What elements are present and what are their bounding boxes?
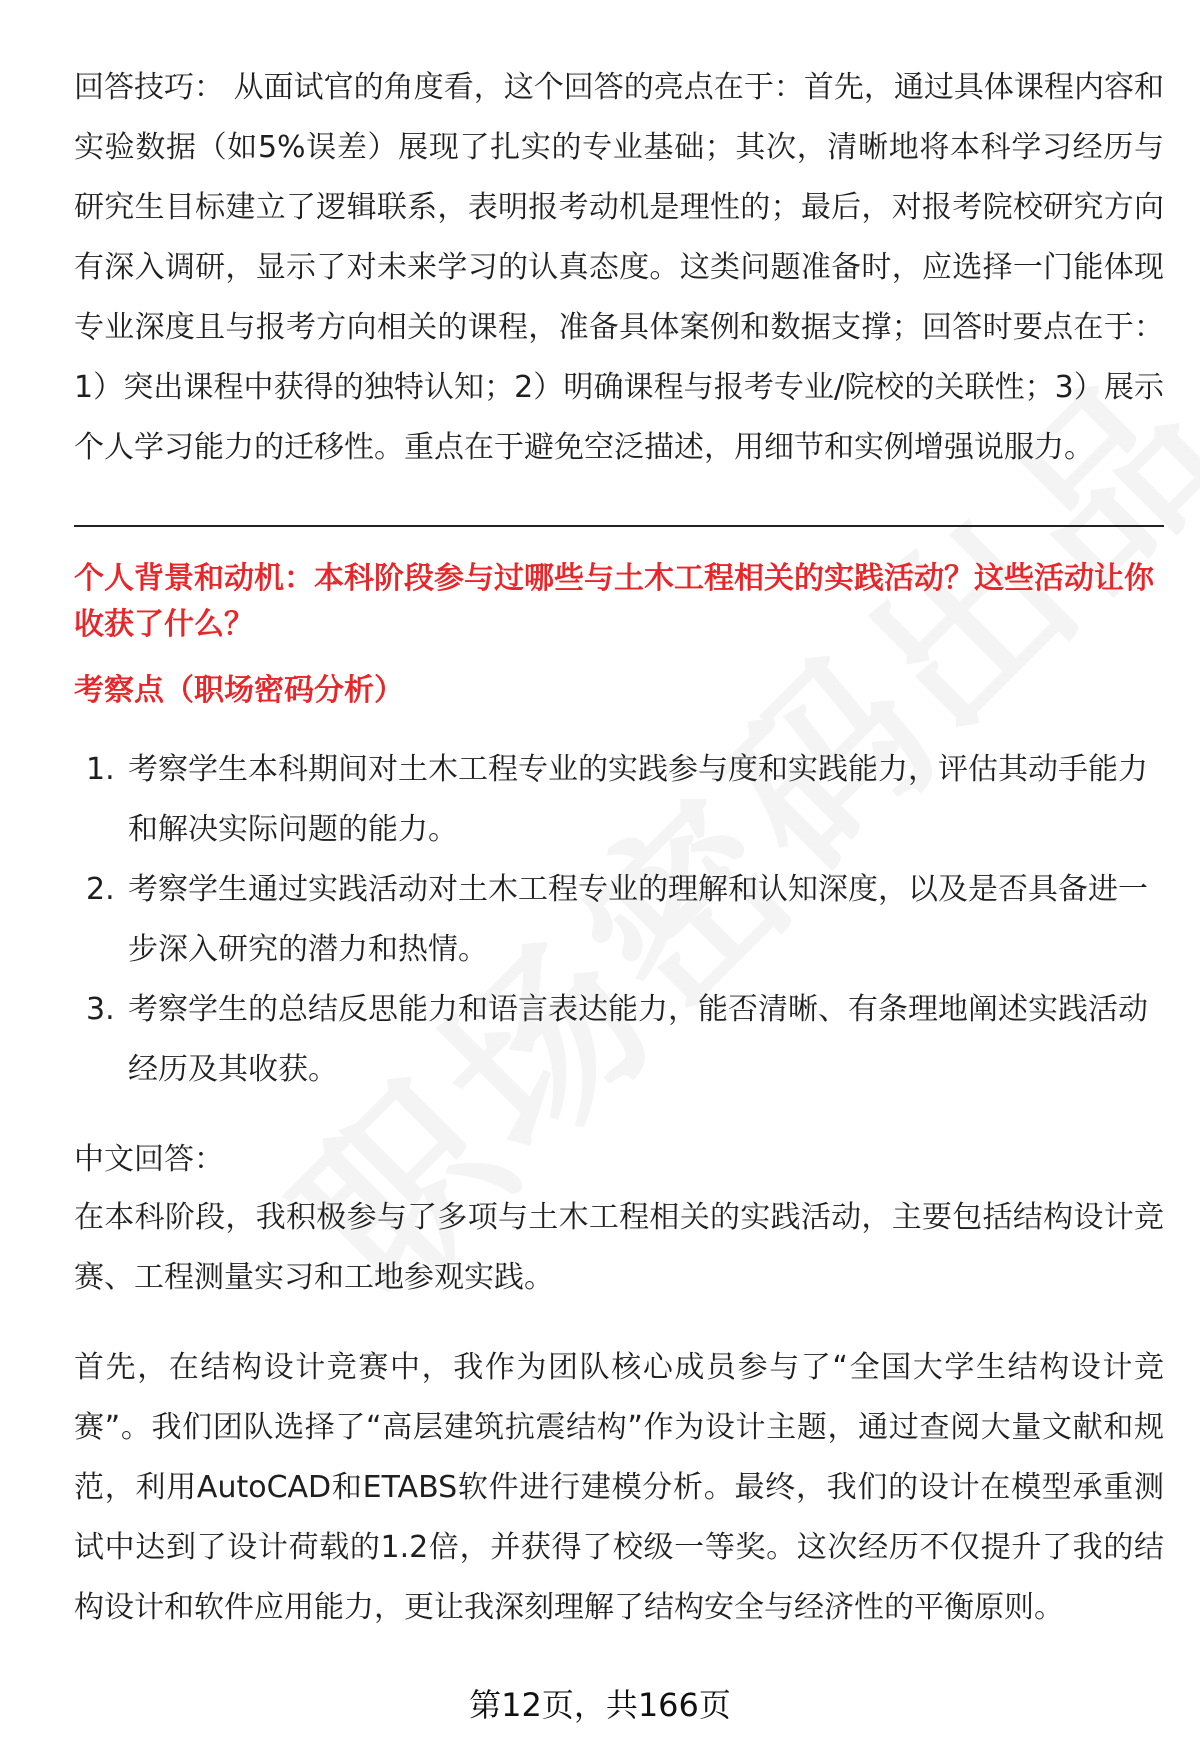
section-divider (74, 525, 1164, 527)
answer-label: 中文回答： (74, 1142, 224, 1177)
list-item-text: 考察学生本科期间对土木工程专业的实践参与度和实践能力，评估其动手能力和解决实际问题的能力。 (128, 752, 1148, 847)
list-item-text: 考察学生的总结反思能力和语言表达能力，能否清晰、有条理地阐述实践活动经历及其收获。 (128, 992, 1148, 1087)
list-item (74, 980, 1164, 1100)
page-number: 第12页，共166页 (469, 1686, 731, 1724)
list-item (74, 860, 1164, 980)
assessment-list (74, 740, 1164, 1100)
list-item-number: 1. (86, 752, 115, 787)
assessment-title: 考察点（职场密码分析） (74, 673, 404, 708)
list-item-number: 3. (86, 992, 115, 1027)
answer-tips-paragraph: 回答技巧： 从面试官的角度看，这个回答的亮点在于：首先，通过具体课程内容和实验数据（如5%误差）展现了扎实的专业基础；其次，清晰地将本科学习经历与研究生目标建立了逻辑联系，表明报考动机是理性的；最后，对报考院校研究方向有深入调研，显示了对未来学习的认真态度。这类问题准备时，应选择一门能体现专业深度且与报考方向相关的课程，准备具体案例和数据支撑；回答时要点在于：1）突出课程中获得的独特认知；2）明确课程与报考专业/院校的关联性；3）展示个人学习能力的迁移性。重点在于避免空泛描述，用细节和实例增强说服力。 (74, 70, 1164, 465)
list-item-text: 考察学生通过实践活动对土木工程专业的理解和认知深度，以及是否具备进一步深入研究的潜力和热情。 (128, 872, 1148, 967)
list-item-number: 2. (86, 872, 115, 907)
answer-paragraph-2: 首先，在结构设计竞赛中，我作为团队核心成员参与了“全国大学生结构设计竞赛”。我们团队选择了“高层建筑抗震结构”作为设计主题，通过查阅大量文献和规范，利用AutoCAD和ETABS软件进行建模分析。最终，我们的设计在模型承重测试中达到了设计荷载的1.2倍，并获得了校级一等奖。这次经历不仅提升了我的结构设计和软件应用能力，更让我深刻理解了结构安全与经济性的平衡原则。 (74, 1350, 1164, 1625)
list-item (74, 740, 1164, 860)
question-title: 个人背景和动机：本科阶段参与过哪些与土木工程相关的实践活动？这些活动让你收获了什么？ (74, 561, 1154, 642)
answer-paragraph-1: 在本科阶段，我积极参与了多项与土木工程相关的实践活动，主要包括结构设计竞赛、工程测量实习和工地参观实践。 (74, 1200, 1164, 1295)
